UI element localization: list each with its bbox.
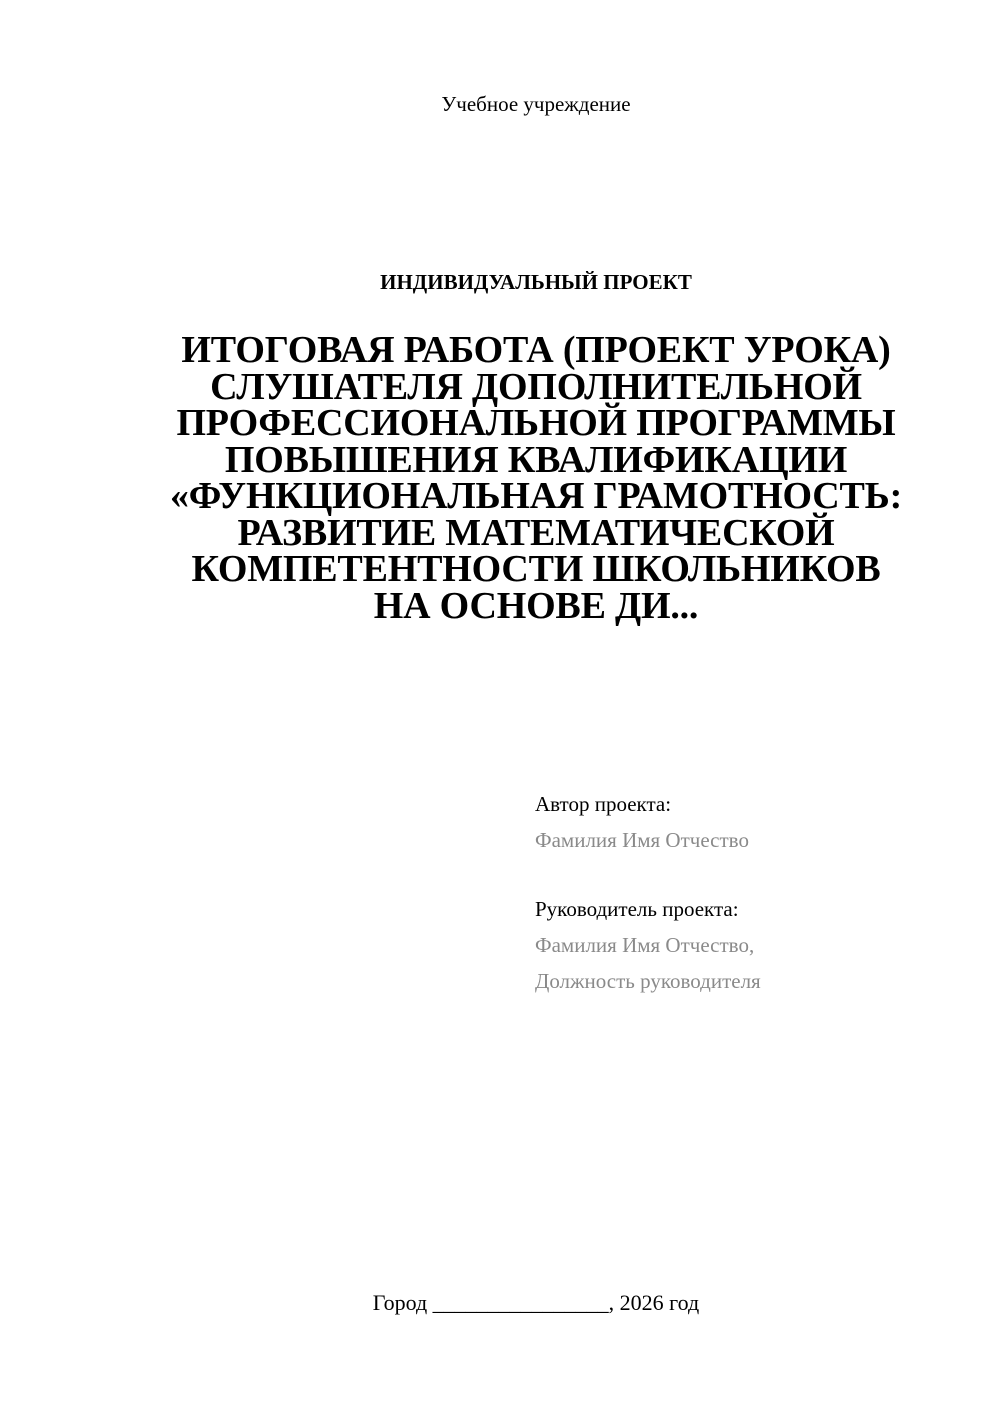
supervisor-name: Фамилия Имя Отчество, [535,933,755,957]
title-line: РАЗВИТИЕ МАТЕМАТИЧЕСКОЙ [237,511,835,554]
title-line: ПОВЫШЕНИЯ КВАЛИФИКАЦИИ [224,438,848,481]
author-block [535,786,749,858]
title-line: КОМПЕТЕНТНОСТИ ШКОЛЬНИКОВ [191,548,881,590]
author-label: Автор проекта: [535,792,672,816]
supervisor-label: Руководитель проекта: [535,897,739,921]
institution-name: Учебное учреждение [441,92,631,116]
title-line: НА ОСНОВЕ ДИ... [373,584,699,627]
title-line: ИТОГОВАЯ РАБОТА (ПРОЕКТ УРОКА) [181,329,891,371]
author-name: Фамилия Имя Отчество [535,828,749,852]
title-line: ПРОФЕССИОНАЛЬНОЙ ПРОГРАММЫ [176,402,896,444]
project-title [150,329,922,627]
project-type-heading: ИНДИВИДУАЛЬНЫЙ ПРОЕКТ [380,270,692,294]
city-year-footer: Город ________________, 2026 год [372,1290,700,1315]
title-line: СЛУШАТЕЛЯ ДОПОЛНИТЕЛЬНОЙ [210,365,862,408]
supervisor-position: Должность руководителя [535,969,761,993]
supervisor-block [535,891,761,999]
title-line: «ФУНКЦИОНАЛЬНАЯ ГРАМОТНОСТЬ: [169,475,903,517]
